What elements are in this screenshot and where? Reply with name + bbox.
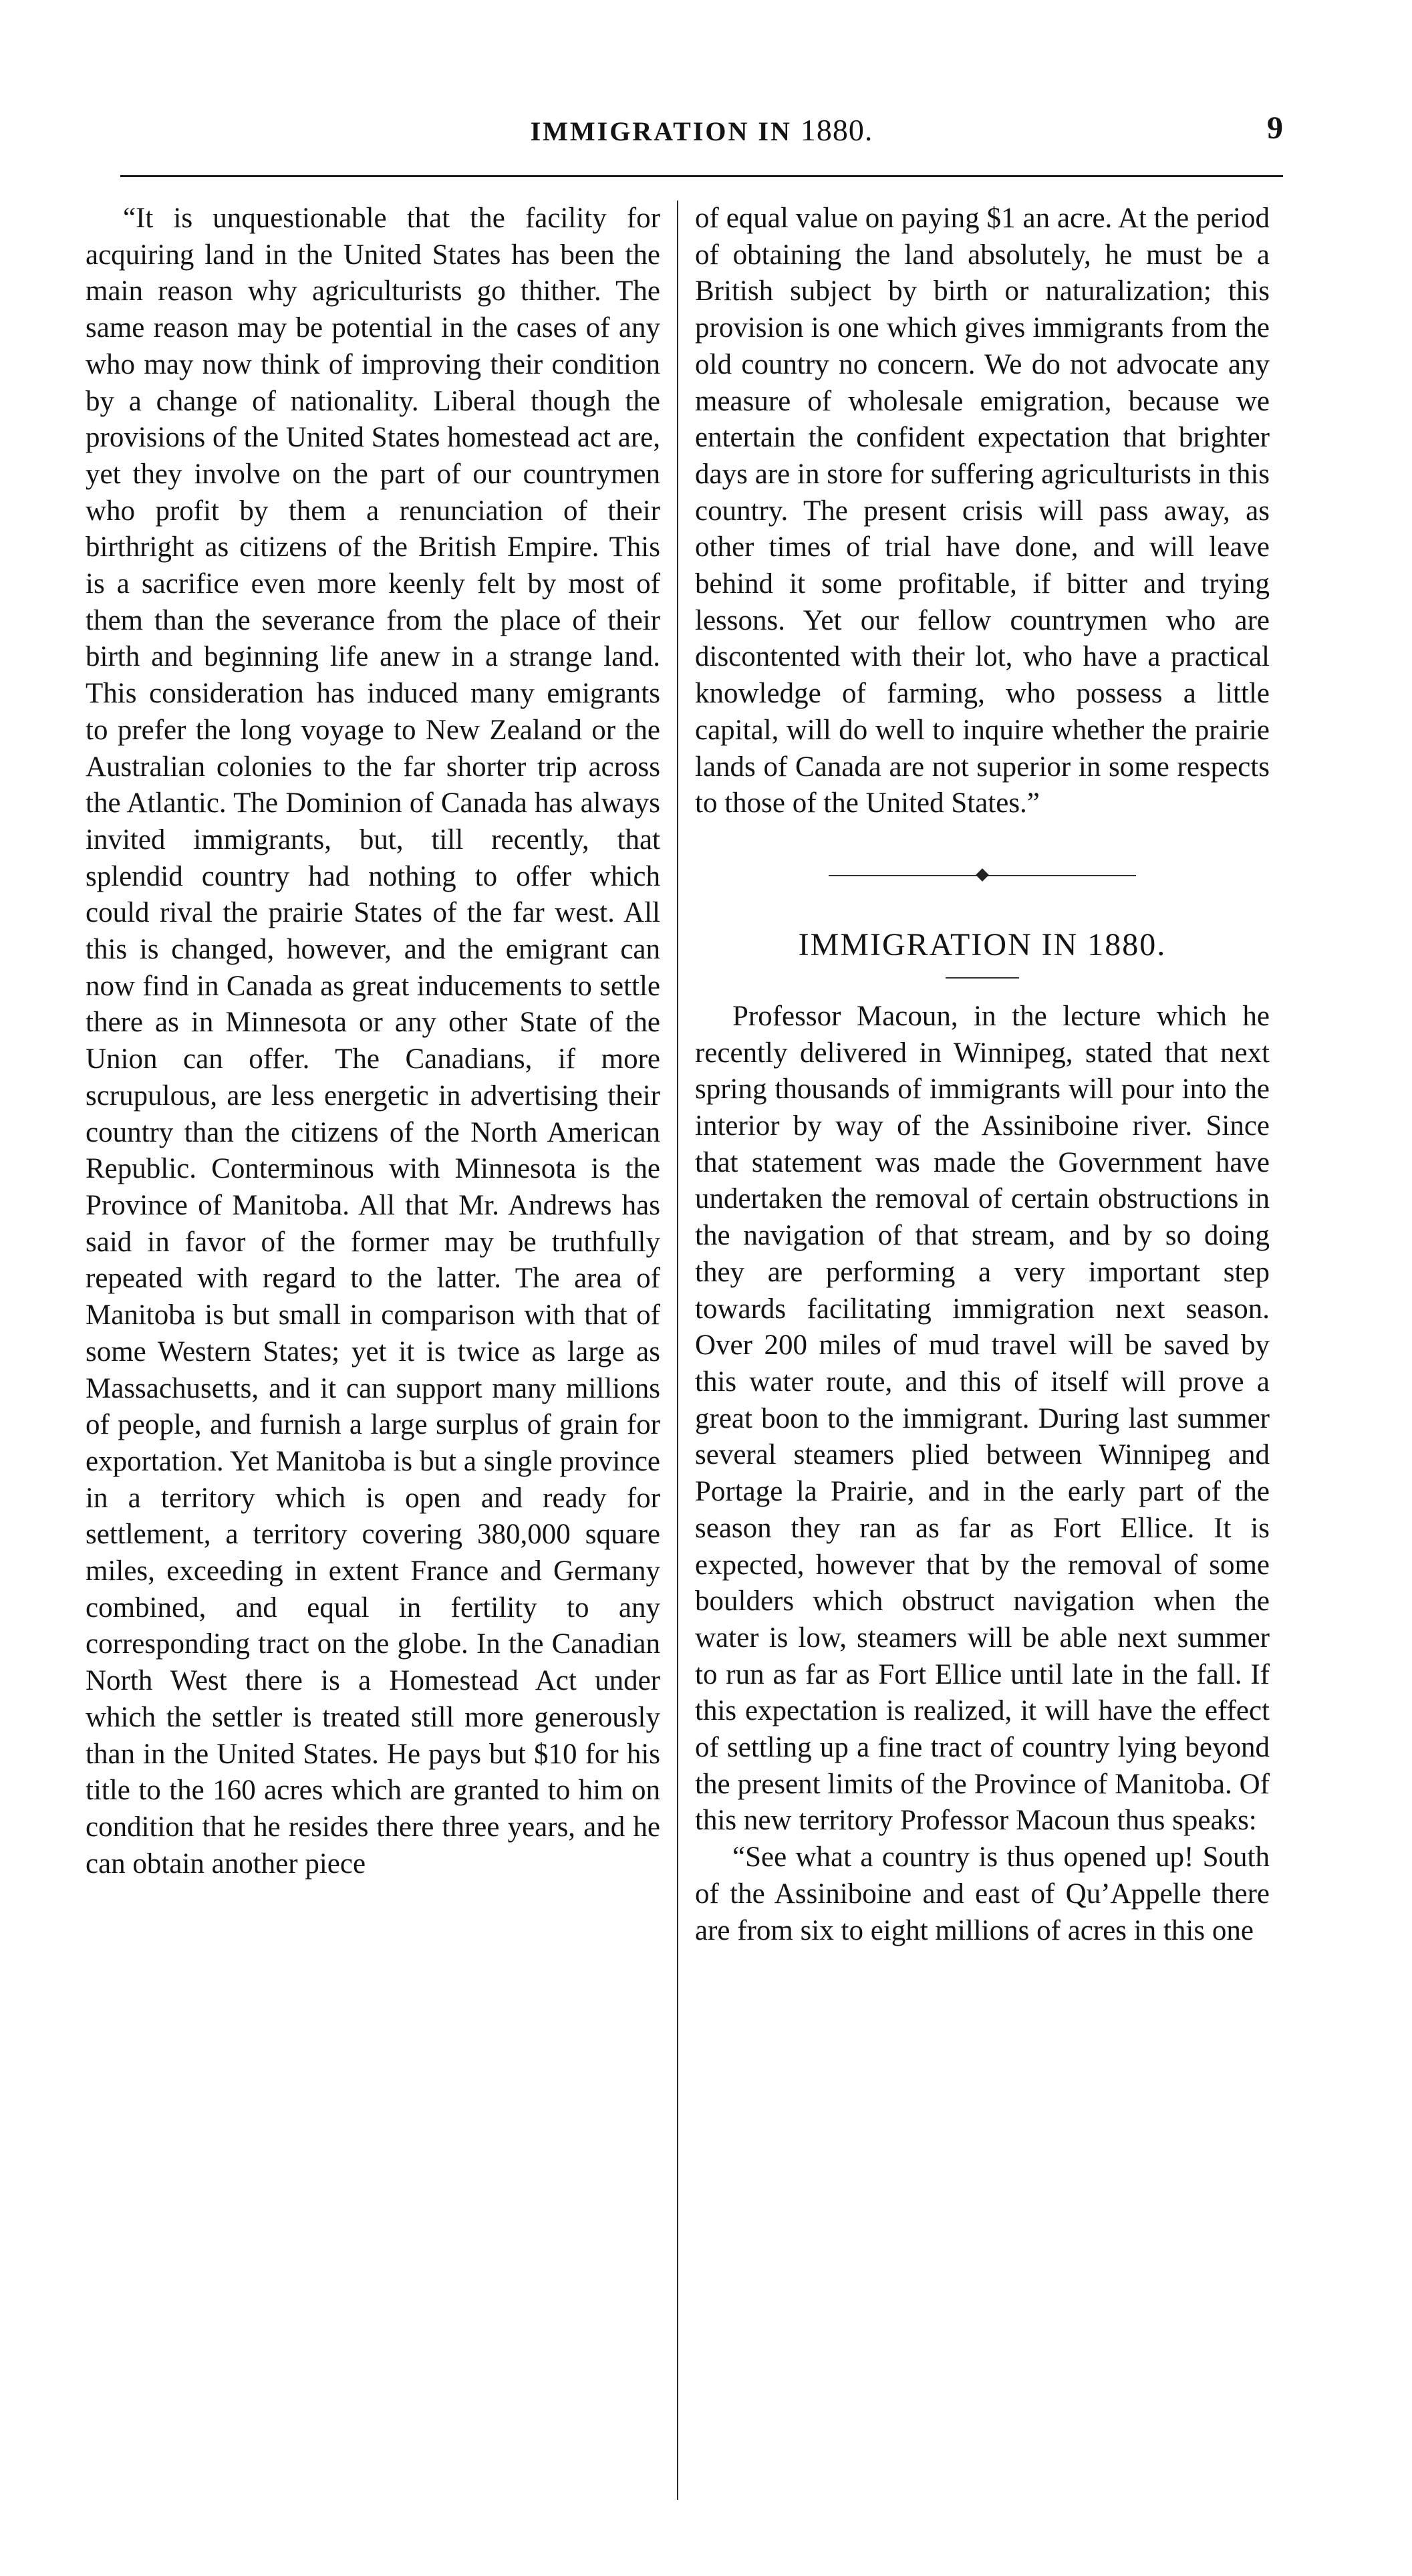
header-rule (120, 175, 1283, 177)
ornament-diamond-icon (976, 868, 989, 882)
quoted-paragraph: “It is unquestionable that the facility for acquiring land in the United States has been the main reason why agriculturists go thither. The same reason may be potential in the cases of any who may now think of improving their condition by a change of nationality. Liberal though the provisions of the United States homestead act are, yet they involve on the part of our countrymen who profit by them a renunciation of their birthright as citizens of the British Empire. This is a sacrifice even more keenly felt by most of them than the severance from the place of their birth and beginning life anew in a strange land. This consideration has induced many emigrants to prefer the long voyage to New Zealand or the Australian colonies to the far shorter trip across the Atlantic. The Dominion of Canada has always invited immigrants, but, till recently, that splendid country had nothing to offer which could rival the prairie States of the far west. All this is changed, however, and the emigrant can now find in Canada as great inducements to settle there as in Minnesota or any other State of the Union can offer. The Canadians, if more scrupulous, are less energetic in advertising their country than the citizens of the North American Republic. Conterminous with Minnesota is the Province of Manitoba. All that Mr. Andrews has said in favor of the former may be truthfully repeated with regard to the latter. The area of Manitoba is but small in comparison with that of some Western States; yet it is twice as large as Massachusetts, and it can support many millions of people, and furnish a large surplus of grain for exportation. Yet Manitoba is but a single province in a territory which is open and ready for settlement, a territory covering 380,000 square miles, exceeding in extent France and Germany combined, and equal in fertility to any corresponding tract on the globe. In the Canadian North West there is a Homestead Act under which the settler is treated still more generously than in the United States. He pays but $10 for his title to the 160 acres which are granted to him on condition that he resides there three years, and he can obtain another piece (86, 203, 660, 1880)
section-heading: IMMIGRATION IN 1880. (798, 926, 1167, 962)
section-heading-rule (946, 977, 1019, 979)
running-title (120, 112, 1283, 148)
column-divider (677, 201, 678, 2500)
running-title-text: IMMIGRATION IN (530, 116, 792, 146)
running-title-year: 1880. (800, 113, 873, 147)
right-column (695, 201, 1270, 1949)
section-ornament (829, 869, 1136, 882)
left-column (86, 201, 660, 1882)
page-number: 9 (1267, 110, 1283, 146)
continued-paragraph: of equal value on paying $1 an acre. At the period of obtaining the land absolutely, he must be a British subject by birth or naturalization; this provision is one which gives immigrants from the old country no concern. We do not advocate any measure of wholesale emigration, because we entertain the confident expectation that brighter days are in store for suffering agriculturists in this country. The present crisis will pass away, as other times of trial have done, and will leave behind it some profitable, if bitter and trying lessons. Yet our fellow countrymen who are discontented with their lot, who have a practical knowledge of farming, who possess a little capital, will do well to inquire whether the prairie lands of Canada are not superior in some respects to those of the United States.” (695, 203, 1270, 819)
quote-paragraph: “See what a country is thus opened up! South of the Assiniboine and east of Qu’Appelle there are from six to eight millions of acres in this one (695, 1841, 1270, 1946)
section-paragraph: Professor Macoun, in the lecture which he recently delivered in Winnipeg, stated that next spring thousands of immigrants will pour into the interior by way of the Assiniboine river. Since that statement was made the Government have undertaken the removal of certain obstructions in the navigation of that stream, and by so doing they are performing a very important step towards facilitating immigration next season. Over 200 miles of mud travel will be saved by this water route, and this of itself will prove a great boon to the immigrant. During last summer several steamers plied between Winnipeg and Portage la Prairie, and in the early part of the season they ran as far as Fort Ellice. It is expected, however that by the removal of some boulders which obstruct navigation when the water is low, steamers will be able next summer to run as far as Fort Ellice until late in the fall. If this expectation is realized, it will have the effect of settling up a fine tract of country lying beyond the present limits of the Province of Manitoba. Of this new territory Professor Macoun thus speaks: (695, 1000, 1270, 1837)
running-header (120, 112, 1283, 159)
